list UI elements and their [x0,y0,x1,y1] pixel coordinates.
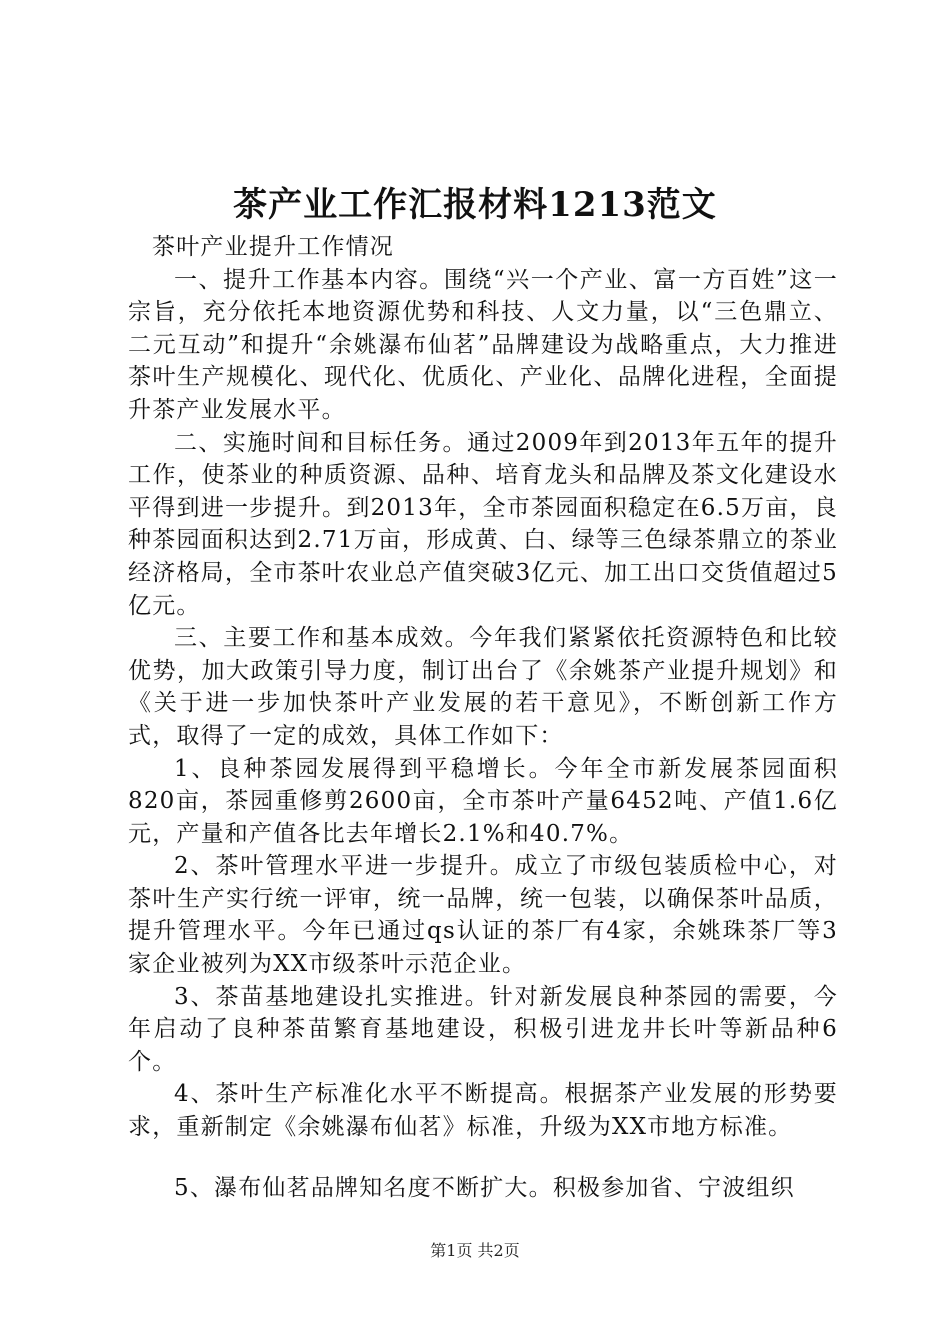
section-heading: 茶叶产业提升工作情况 [152,234,394,260]
paragraph-item-4: 4、茶叶生产标准化水平不断提高。根据茶产业发展的形势要求，重新制定《余姚瀑布仙茗》标准，升级为XX市地方标准。 [128,1081,838,1141]
paragraph-main-work: 三、主要工作和基本成效。今年我们紧紧依托资源特色和比较优势，加大政策引导力度，制订出台了《余姚茶产业提升规划》和《关于进一步加快茶叶产业发展的若干意见》，不断创新工作方式，取得了一定的成效，具体工作如下： [128,625,838,749]
paragraph-item-5: 5、瀑布仙茗品牌知名度不断扩大。积极参加省、宁波组织 [174,1174,795,1201]
paragraph-basic-content: 一、提升工作基本内容。围绕“兴一个产业、富一方百姓”这一宗旨，充分依托本地资源优势和科技、人文力量，以“三色鼎立、二元互动”和提升“余姚瀑布仙茗”品牌建设为战略重点，大力推进茶叶生产规模化、现代化、优质化、产业化、品牌化进程，全面提升茶产业发展水平。 [128,266,838,423]
document-body [128,231,838,1204]
document-title: 茶产业工作汇报材料1213范文 [233,185,717,225]
paragraph-item-1: 1、良种茶园发展得到平稳增长。今年全市新发展茶园面积820亩，茶园重修剪2600亩，全市茶叶产量6452吨、产值1.6亿元，产量和产值各比去年增长2.1%和40.7%。 [128,755,838,847]
paragraph-timeline-goals: 二、实施时间和目标任务。通过2009年到2013年五年的提升工作，使茶业的种质资源、品种、培育龙头和品牌及茶文化建设水平得到进一步提升。到2013年，全市茶园面积稳定在6.5万亩，良种茶园面积达到2.71万亩，形成黄、白、绿等三色绿茶鼎立的茶业经济格局，全市茶叶农业总产值突破3亿元、加工出口交货值超过5亿元。 [128,429,838,619]
paragraph-item-2: 2、茶叶管理水平进一步提升。成立了市级包装质检中心，对茶叶生产实行统一评审，统一品牌，统一包装，以确保茶叶品质，提升管理水平。今年已通过qs认证的茶厂有4家，余姚珠茶厂等3家企业被列为XX市级茶叶示范企业。 [128,853,838,978]
page-footer: 第1页 共2页 [430,1241,520,1260]
paragraph-item-3: 3、茶苗基地建设扎实推进。针对新发展良种茶园的需要，今年启动了良种茶苗繁育基地建设，积极引进龙井长叶等新品种6个。 [128,983,838,1075]
